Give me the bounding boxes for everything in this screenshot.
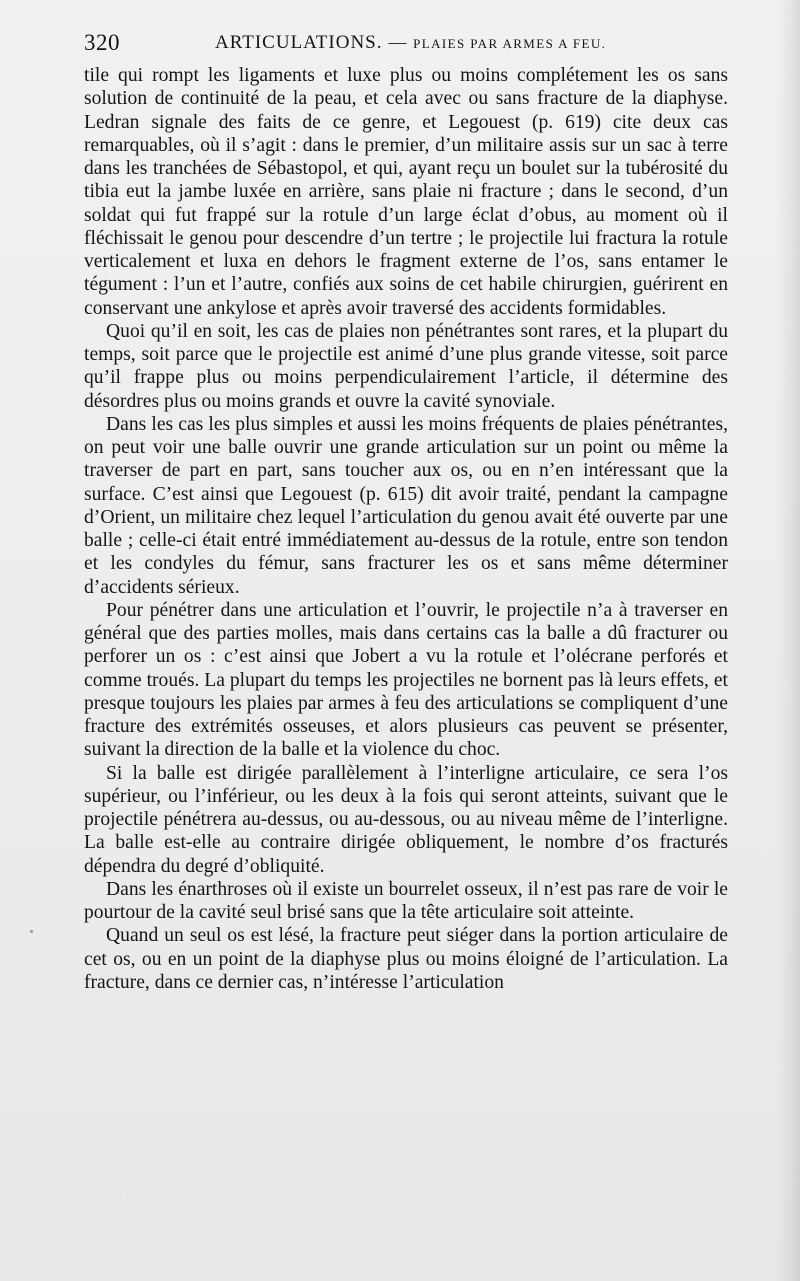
paragraph: Dans les énarthroses où il existe un bourrelet osseux, il n’est pas rare de voir le pourtour de la cavité seul brisé sans que la tête articulaire soit atteinte.	[84, 878, 728, 923]
paragraph: Si la balle est dirigée parallèlement à l’interligne articulaire, ce sera l’os supérieur, ou l’inférieur, ou les deux à la fois qui seront atteints, suivant que le projectile pénétrera au-dessus, ou au-dessous, ou au niveau même de l’interligne. La balle est-elle au contraire dirigée obliquement, le nombre d’os fracturés dépendra du degré d’obliquité.	[84, 762, 728, 877]
paragraph: Quand un seul os est lésé, la fracture peut siéger dans la portion articulaire de cet os, ou en un point de la diaphyse plus ou moins éloigné de l’articulation. La fracture, dans ce dernier cas, n’intéresse l’articulation	[84, 925, 728, 993]
page-body	[84, 64, 728, 994]
paragraph: Quoi qu’il en soit, les cas de plaies non pénétrantes sont rares, et la plupart du temps, soit parce que le projectile est animé d’une plus grande vitesse, soit parce qu’il frappe plus ou moins perpendiculairement l’article, il détermine des désordres plus ou moins grands et ouvre la cavité synoviale.	[84, 320, 728, 412]
paper-speck	[30, 930, 33, 933]
running-title-sub: PLAIES PAR ARMES A FEU.	[413, 36, 607, 51]
paragraph: Pour pénétrer dans une articulation et l’ouvrir, le projectile n’a à traverser en général que des parties molles, mais dans certains cas la balle a dû fracturer ou perforer un os : c’est ainsi que Jobert a vu la rotule et l’olécrane perforés et comme troués. La plupart du temps les projectiles ne bornent pas là leurs effets, et presque toujours les plaies par armes à feu des articulations se compliquent d’une fracture des extrémités osseuses, et alors plusieurs cas peuvent se présenter, suivant la direction de la balle et la violence du choc.	[84, 599, 728, 761]
running-title	[215, 32, 606, 54]
page-number: 320	[84, 30, 120, 55]
running-header	[84, 30, 736, 58]
paragraph-continued: tile qui rompt les ligaments et luxe plus ou moins complétement les os sans solution de continuité de la peau, et cela avec ou sans fracture de la diaphyse. Ledran signale des faits de ce genre, et Legouest (p. 619) cite deux cas remarquables, où il s’agit : dans le premier, d’un militaire assis sur un sac à terre dans les tranchées de Sébastopol, et qui, ayant reçu un boulet sur la tubérosité du tibia eut la jambe luxée en arrière, sans plaie ni fracture ; dans le second, d’un soldat qui fut frappé sur la rotule d’un large éclat d’obus, au moment où il fléchissait le genou pour descendre d’un tertre ; le projectile lui fractura la rotule verticalement et luxa en dehors le fragment externe de l’os, sans entamer le tégument : l’un et l’autre, confiés aux soins de cet habile chirurgien, guérirent en conservant une ankylose et après avoir traversé des accidents formidables.	[84, 65, 728, 319]
page-edge-shadow	[776, 0, 800, 1281]
paragraph: Dans les cas les plus simples et aussi les moins fréquents de plaies pénétrantes, on peut voir une balle ouvrir une grande articulation sur un point ou même la traverser de part en part, sans toucher aux os, ou en n’en intéressant que la surface. C’est ainsi que Legouest (p. 615) dit avoir traité, pendant la campagne d’Orient, un militaire chez lequel l’articulation du genou avait été ouverte par une balle ; celle-ci était entré immédiatement au-dessus de la rotule, entre son tendon et les condyles du fémur, sans fracturer les os et sans même déterminer d’accidents sérieux.	[84, 413, 728, 598]
running-title-dash: —	[388, 32, 408, 52]
running-title-main: ARTICULATIONS.	[215, 32, 383, 53]
